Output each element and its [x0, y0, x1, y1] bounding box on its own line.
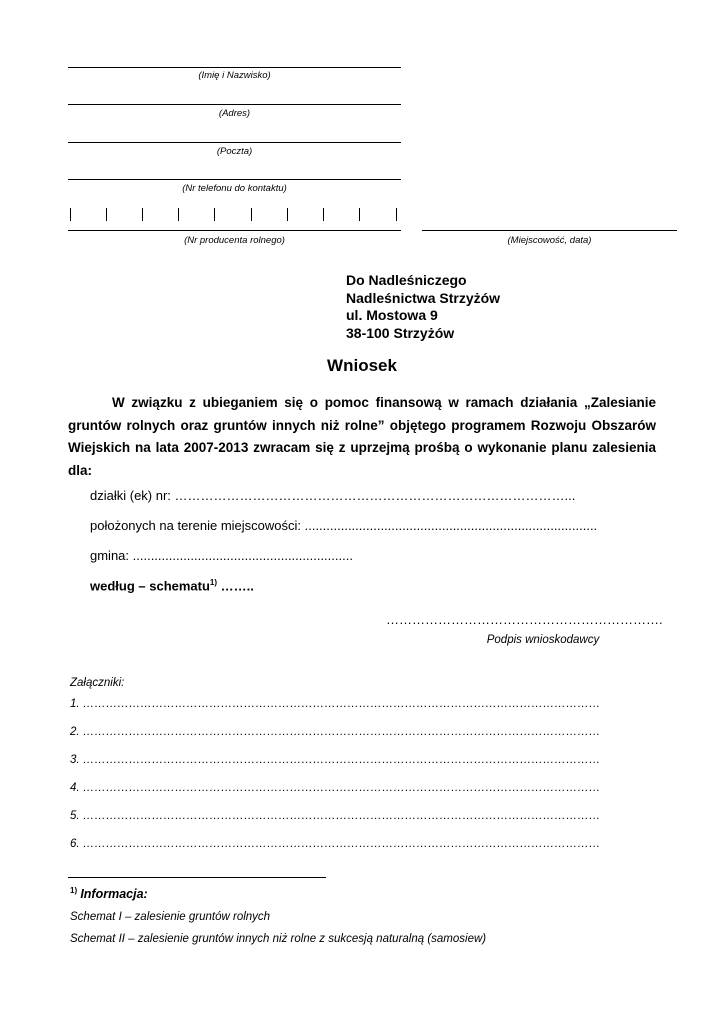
phone-line — [68, 179, 401, 180]
box-divider — [70, 208, 71, 221]
box-divider — [106, 208, 107, 221]
place-date-line — [422, 230, 677, 231]
attachment-item-1: 1. ……………………………………………………………………………………………………………………… — [70, 698, 601, 710]
name-caption: (Imię i Nazwisko) — [198, 70, 271, 81]
attachment-item-5: 5. ……………………………………………………………………………………………………………………… — [70, 810, 601, 822]
box-divider — [359, 208, 360, 221]
address-line — [68, 104, 401, 105]
signature-dots: ………………………………………………………. — [386, 612, 663, 627]
location-field: położonych na terenie miejscowości: ................................................................................. — [90, 518, 598, 533]
footnote-title: Informacja: — [80, 886, 148, 901]
recipient-line-3: ul. Mostowa 9 — [346, 307, 438, 323]
post-line — [68, 142, 401, 143]
scheme-footnote-marker: 1) — [209, 578, 218, 587]
box-divider — [214, 208, 215, 221]
scheme-dots: …….. — [217, 578, 254, 594]
request-text: W związku z ubieganiem się o pomoc finansową w ramach działania „Zalesianie gruntów rolnych oraz gruntów innych niż rolne” objętego programem Rozwoju Obszarów Wiejskich na lata 2007-2013 zwracam się z uprzejmą prośbą o wykonanie planu zalesienia dla: — [68, 395, 656, 478]
recipient-line-4: 38-100 Strzyżów — [346, 324, 455, 341]
footnote-scheme-1: Schemat I – zalesienie gruntów rolnych — [70, 911, 271, 923]
box-divider — [396, 208, 397, 221]
footnote-separator — [68, 877, 326, 878]
recipient-line-2: Nadleśnictwa Strzyżów — [346, 289, 501, 306]
attachments-label: Załączniki: — [70, 677, 125, 689]
place-date-caption: (Miejscowość, data) — [507, 235, 592, 246]
document-title: Wniosek — [327, 356, 397, 375]
box-divider — [287, 208, 288, 221]
post-caption: (Poczta) — [216, 146, 253, 157]
footnote-marker: 1) — [70, 886, 78, 895]
attachment-item-4: 4. ……………………………………………………………………………………………………………………… — [70, 782, 601, 794]
address-caption: (Adres) — [218, 108, 251, 119]
request-paragraph — [68, 392, 656, 482]
attachment-item-2: 2. ……………………………………………………………………………………………………………………… — [70, 726, 601, 738]
recipient-address — [346, 272, 500, 342]
box-divider — [323, 208, 324, 221]
signature-caption: Podpis wnioskodawcy — [486, 634, 600, 646]
footnote-heading — [70, 886, 148, 901]
producer-line — [68, 230, 401, 231]
recipient-line-1: Do Nadleśniczego — [346, 272, 467, 288]
box-divider — [142, 208, 143, 221]
name-line — [68, 67, 401, 68]
plots-field: działki (ek) nr: ………………………………………………………………………………... — [90, 488, 576, 503]
phone-caption: (Nr telefonu do kontaktu) — [182, 183, 287, 194]
box-divider — [178, 208, 179, 221]
attachment-item-3: 3. ……………………………………………………………………………………………………………………… — [70, 754, 601, 766]
footnote-scheme-2: Schemat II – zalesienie gruntów innych niż rolne z sukcesją naturalną (samosiew) — [70, 933, 487, 945]
commune-field: gmina: ............................................................. — [90, 548, 353, 563]
attachment-item-6: 6. ……………………………………………………………………………………………………………………… — [70, 838, 601, 850]
scheme-field — [90, 578, 254, 593]
box-divider — [251, 208, 252, 221]
scheme-label: według – schematu — [90, 578, 210, 594]
producer-caption: (Nr producenta rolnego) — [184, 235, 285, 246]
